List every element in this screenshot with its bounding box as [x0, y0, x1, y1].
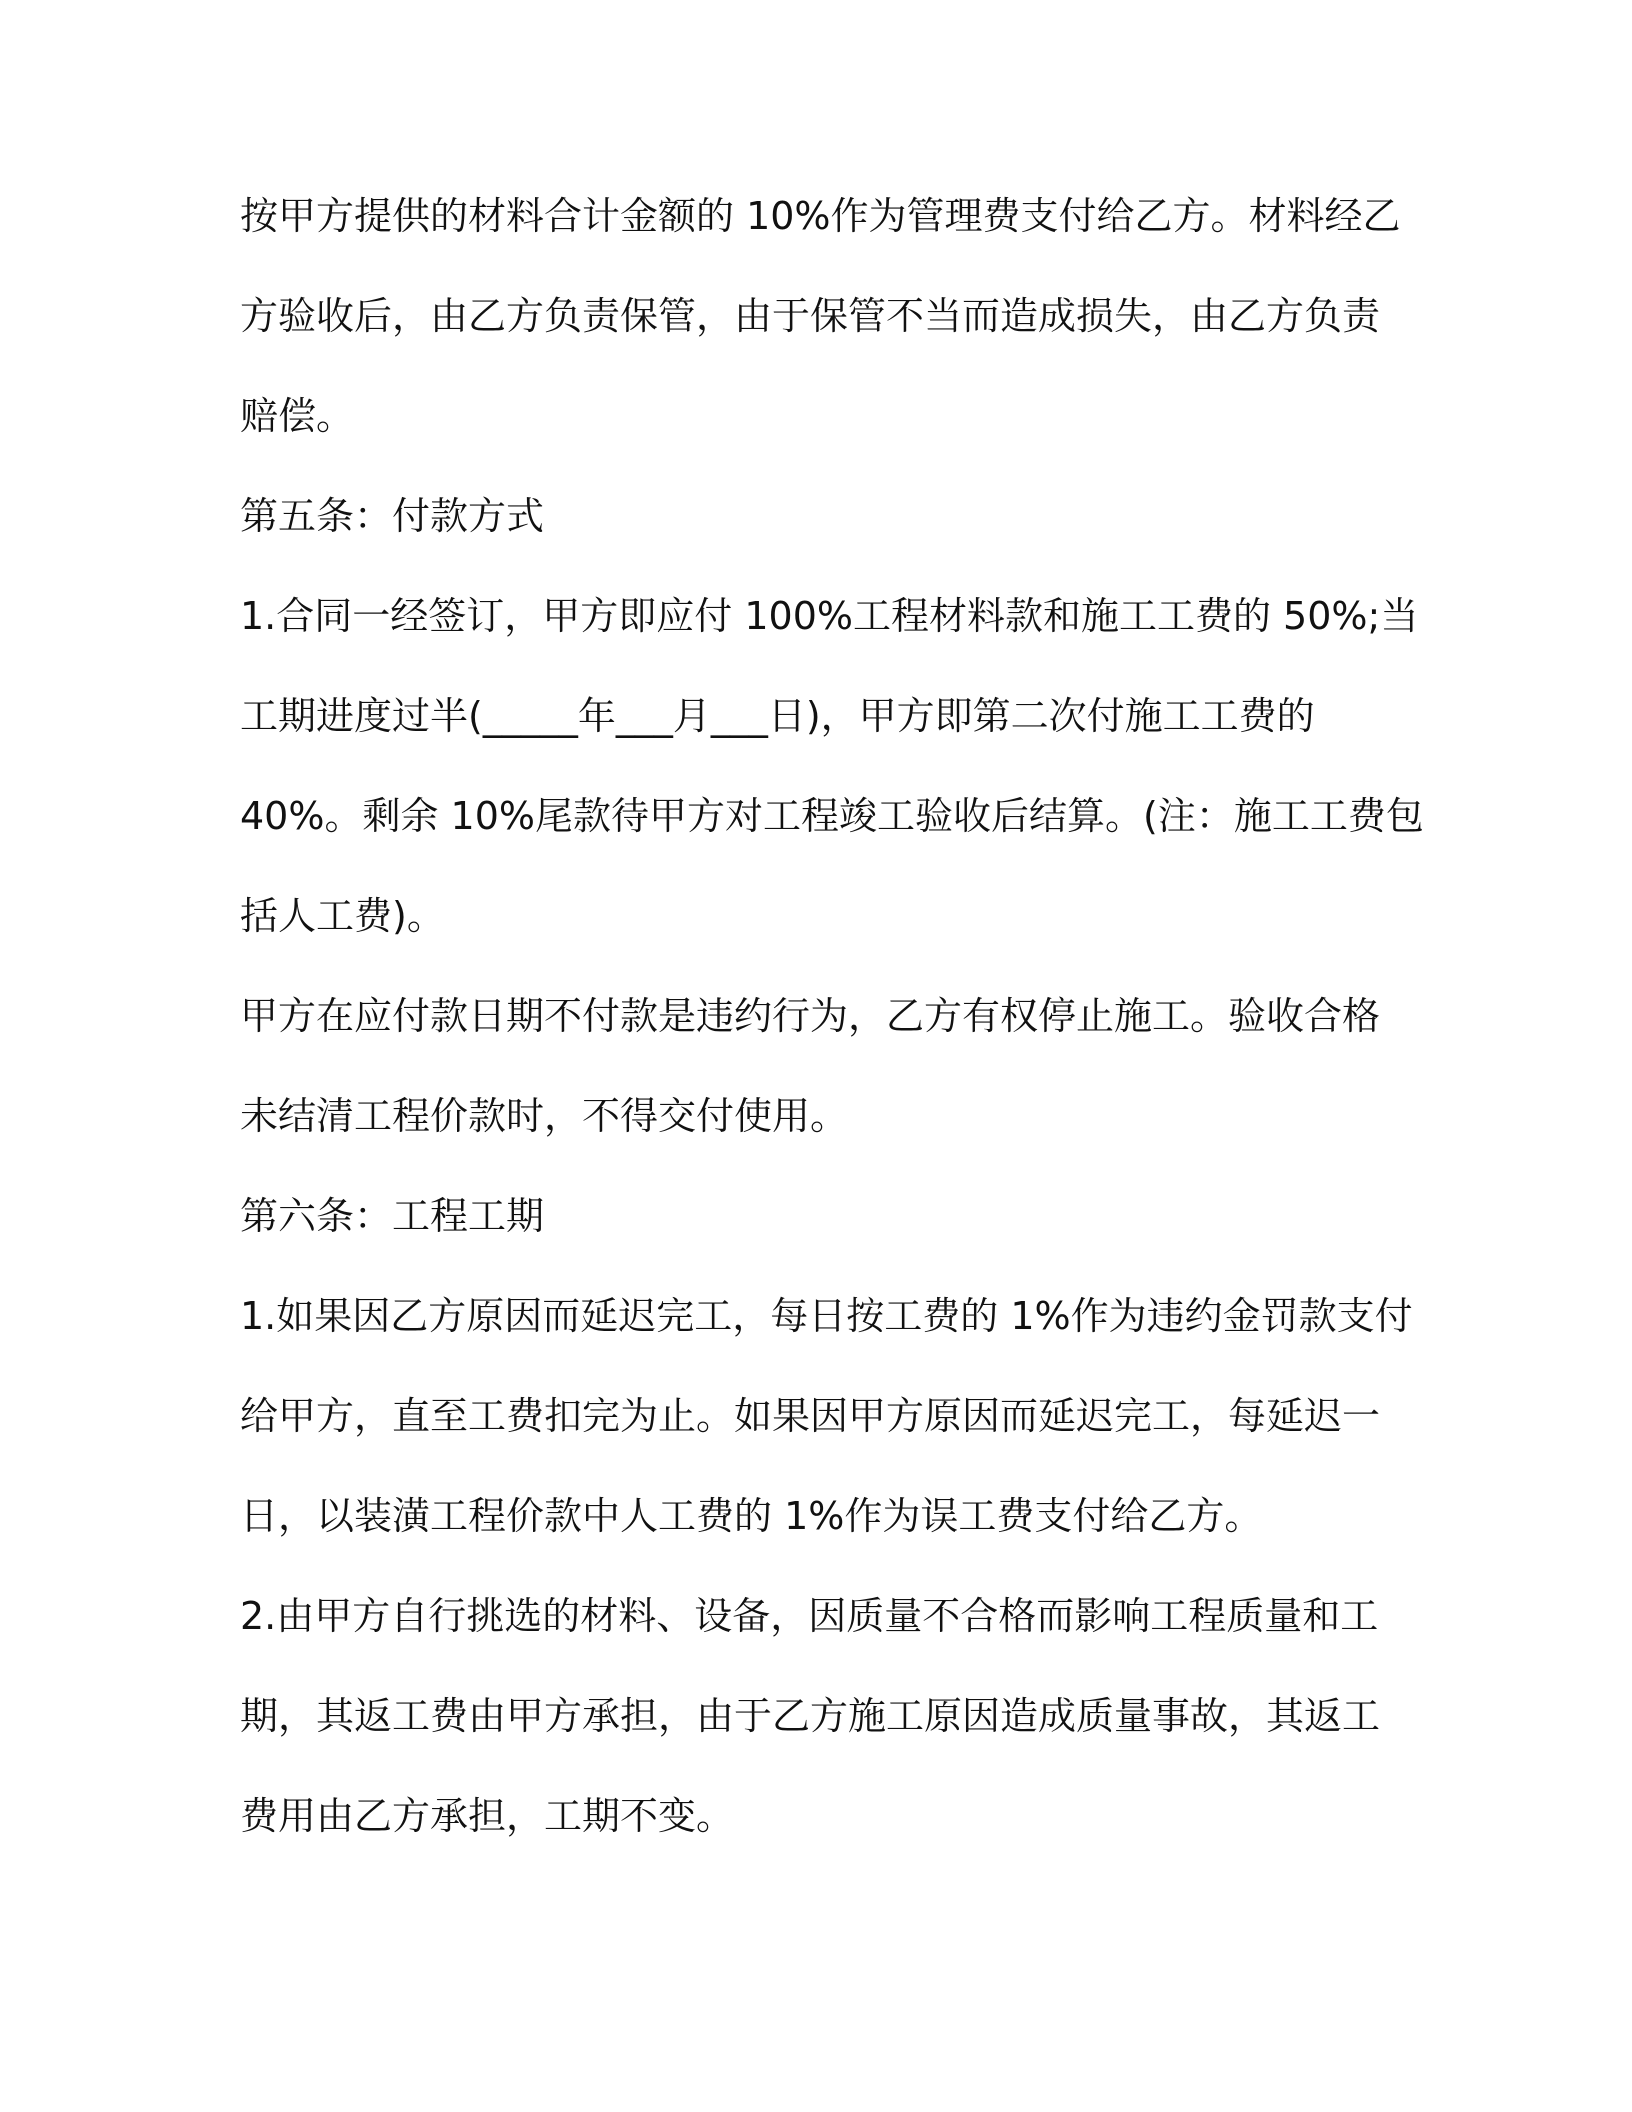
clause-4-text-line-2: 方验收后，由乙方负责保管，由于保管不当而造成损失，由乙方负责	[240, 294, 1381, 338]
clause-6-item-1-line-2: 给甲方，直至工费扣完为止。如果因甲方原因而延迟完工，每延迟一	[240, 1394, 1381, 1438]
clause-6-item-1-line-1: 1.如果因乙方原因而延迟完工，每日按工费的 1%作为违约金罚款支付	[240, 1294, 1413, 1338]
clause-5-paragraph-line-2: 未结清工程价款时，不得交付使用。	[240, 1094, 849, 1138]
clause-4-text-line-1: 按甲方提供的材料合计金额的 10%作为管理费支付给乙方。材料经乙	[240, 194, 1401, 238]
clause-6-heading: 第六条：工程工期	[240, 1194, 545, 1238]
clause-5-paragraph-line-1: 甲方在应付款日期不付款是违约行为，乙方有权停止施工。验收合格	[240, 994, 1381, 1038]
clause-5-heading: 第五条：付款方式	[240, 494, 545, 538]
clause-6-item-2-line-1: 2.由甲方自行挑选的材料、设备，因质量不合格而影响工程质量和工	[240, 1594, 1379, 1638]
clause-5-item-1-line-3: 40%。剩余 10%尾款待甲方对工程竣工验收后结算。(注：施工工费包	[240, 794, 1424, 838]
clause-6-item-2-line-3: 费用由乙方承担，工期不变。	[240, 1794, 735, 1838]
clause-6-item-2-line-2: 期，其返工费由甲方承担，由于乙方施工原因造成质量事故，其返工	[240, 1694, 1381, 1738]
clause-6-item-1-line-3: 日，以装潢工程价款中人工费的 1%作为误工费支付给乙方。	[240, 1494, 1263, 1538]
clause-5-item-1-line-2: 工期进度过半(_____年___月___日)，甲方即第二次付施工工费的	[240, 694, 1315, 738]
clause-5-item-1-line-1: 1.合同一经签订，甲方即应付 100%工程材料款和施工工费的 50%;当	[240, 594, 1419, 638]
clause-5-item-1-line-4: 括人工费)。	[240, 894, 445, 938]
clause-4-text-line-3: 赔偿。	[240, 394, 355, 438]
